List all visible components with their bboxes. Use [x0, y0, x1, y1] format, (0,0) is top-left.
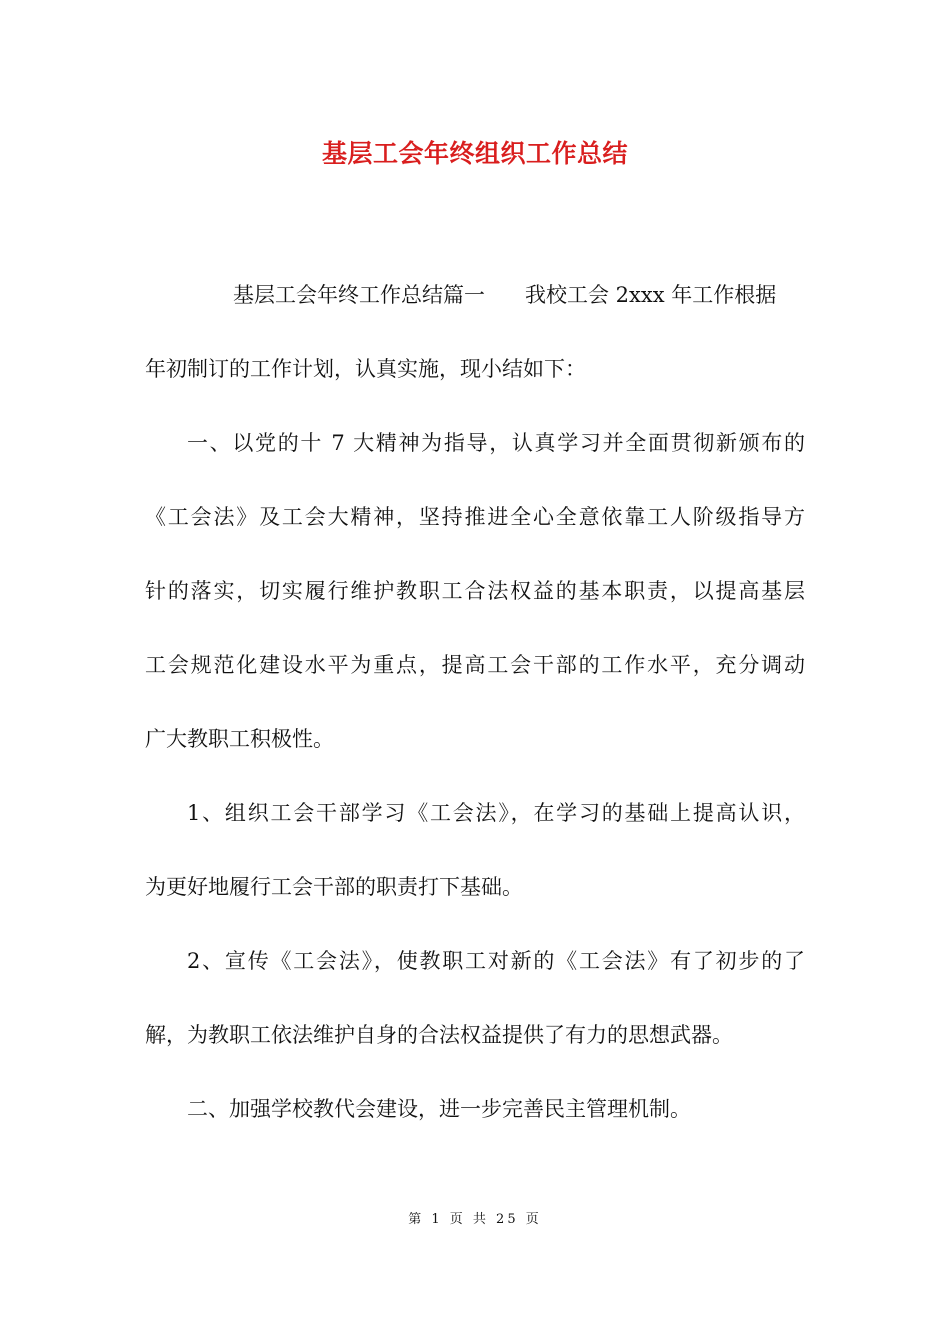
- paragraph-line-11: 解，为教职工依法维护自身的合法权益提供了有力的思想武器。: [145, 1023, 733, 1047]
- document-title: 基层工会年终组织工作总结: [321, 139, 628, 168]
- paragraph-line-3: 一、以党的十 7 大精神为指导，认真学习并全面贯彻新颁布的: [187, 431, 805, 455]
- paragraph-line-5: 针的落实，切实履行维护教职工合法权益的基本职责，以提高基层: [145, 579, 805, 603]
- page-number-footer: 第 1 页 共 25 页: [408, 1212, 542, 1227]
- section-heading: 基层工会年终工作总结篇一: [233, 283, 485, 307]
- paragraph-line-8: 1、组织工会干部学习《工会法》，在学习的基础上提高认识，: [187, 801, 805, 825]
- paragraph-line-9: 为更好地履行工会干部的职责打下基础。: [145, 875, 523, 899]
- paragraph-text: 我校工会 2xxx 年工作根据: [525, 283, 777, 307]
- paragraph-line-10: 2、宣传《工会法》，使教职工对新的《工会法》有了初步的了: [187, 949, 805, 973]
- paragraph-line-7: 广大教职工积极性。: [145, 727, 334, 751]
- paragraph-line-4: 《工会法》及工会大精神，坚持推进全心全意依靠工人阶级指导方: [145, 505, 805, 529]
- paragraph-line-6: 工会规范化建设水平为重点，提高工会干部的工作水平，充分调动: [145, 653, 805, 677]
- paragraph-line-2: 年初制订的工作计划，认真实施，现小结如下：: [145, 357, 586, 381]
- paragraph-line-1: [145, 281, 805, 309]
- paragraph-line-12: 二、加强学校教代会建设，进一步完善民主管理机制。: [187, 1097, 691, 1121]
